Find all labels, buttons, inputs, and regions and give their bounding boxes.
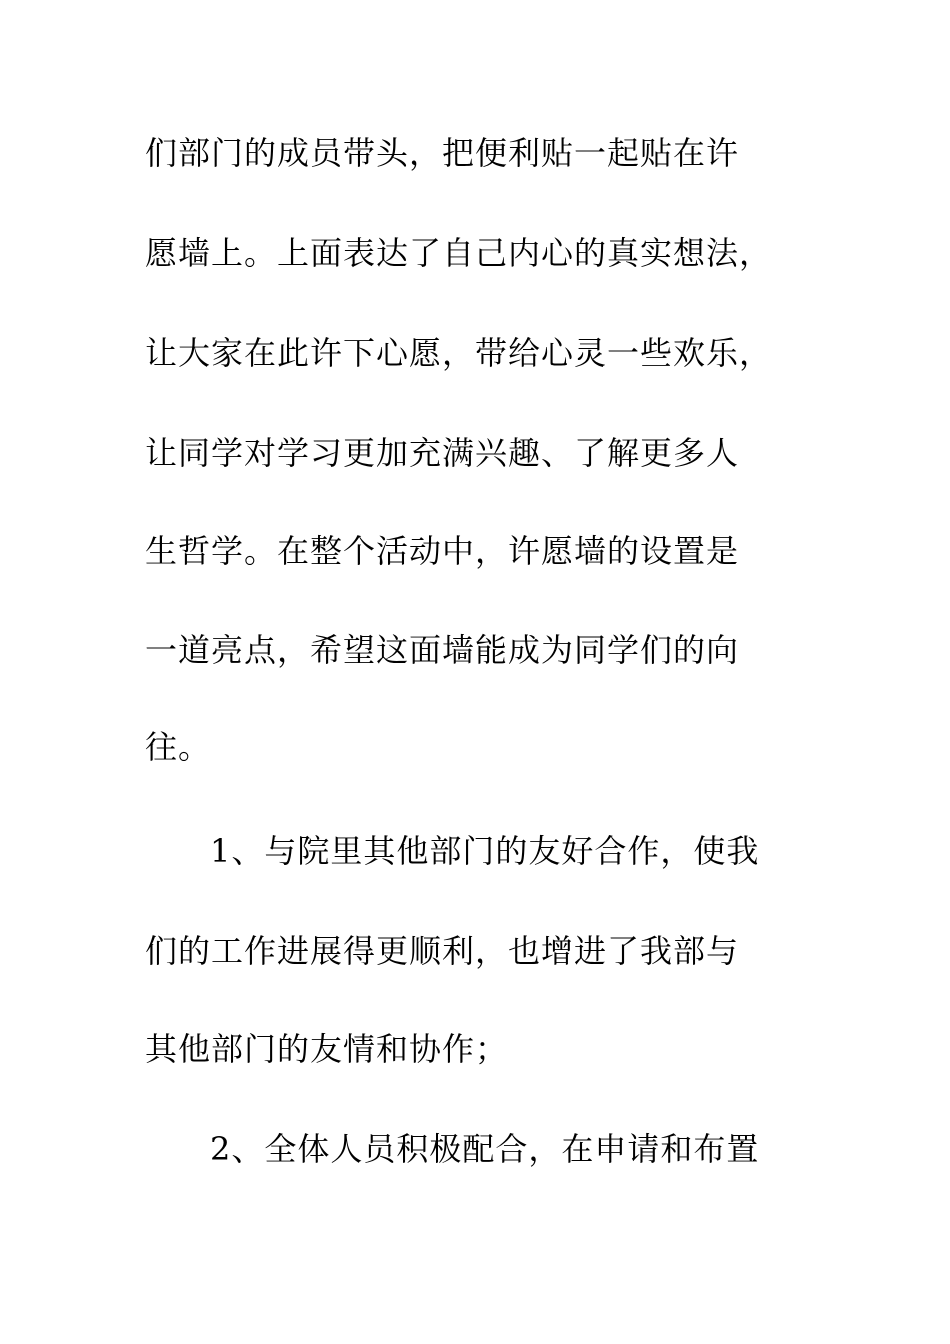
paragraph-line: 愿墙上。上面表达了自己内心的真实想法， [145,234,773,272]
paragraph-line: 让大家在此许下心愿，带给心灵一些欢乐， [145,334,773,372]
paragraph-line: 们的工作进展得更顺利，也增进了我部与 [145,932,740,970]
paragraph-line: 一道亮点，希望这面墙能成为同学们的向 [145,631,740,669]
paragraph-line: 让同学对学习更加充满兴趣、了解更多人 [145,434,740,472]
paragraph-line: 其他部门的友情和协作； [145,1030,509,1068]
paragraph-line: 们部门的成员带头，把便利贴一起贴在许 [145,134,740,172]
list-item-line: 1、与院里其他部门的友好合作，使我 [210,832,760,870]
list-item-line: 2、全体人员积极配合，在申请和布置 [210,1130,760,1168]
paragraph-line: 往。 [145,728,212,766]
paragraph-line: 生哲学。在整个活动中，许愿墙的设置是 [145,532,740,570]
